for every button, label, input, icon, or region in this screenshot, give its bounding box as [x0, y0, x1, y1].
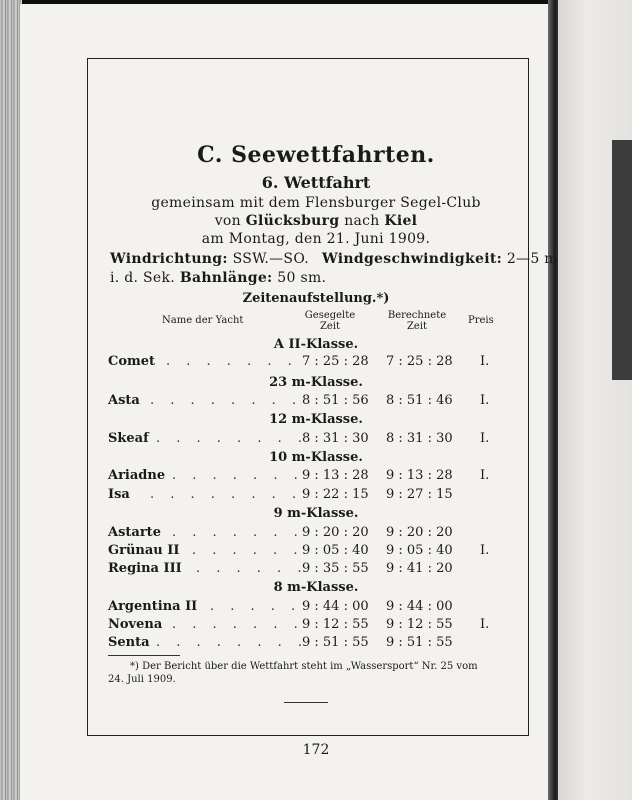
calculated-time: 9 : 51 : 55: [386, 635, 453, 650]
calculated-time: 9 : 20 : 20: [386, 525, 453, 540]
column-header-calc-2: Zeit: [406, 321, 428, 332]
leader-dots: . . . . . .: [196, 561, 308, 576]
prize: I.: [480, 468, 490, 483]
race-route-line: [0, 214, 632, 228]
footnote-rule: [108, 655, 180, 656]
leader-dots: . . . . . . . .: [150, 487, 302, 502]
wind-speed: [322, 252, 558, 266]
prize: I.: [480, 543, 490, 558]
calculated-time: 9 : 12 : 55: [386, 617, 453, 632]
route-from: Glücksburg: [245, 213, 340, 229]
prize: I.: [480, 354, 490, 369]
leader-dots: . . . . . . .: [172, 617, 304, 632]
sailed-time: 9 : 20 : 20: [302, 525, 369, 540]
sailed-time: 9 : 44 : 00: [302, 599, 369, 614]
course-length-label: Bahnlänge:: [179, 270, 273, 286]
race-organizer-line: gemeinsam mit dem Flensburger Segel-Club: [151, 195, 481, 211]
calculated-time: 9 : 27 : 15: [386, 487, 453, 502]
yacht-name: Comet: [108, 354, 156, 369]
calculated-time: 8 : 51 : 46: [386, 393, 453, 408]
leader-dots: . . . . .: [210, 599, 302, 614]
course-length-value: 50 sm.: [277, 270, 327, 286]
class-title: 8 m-Klasse.: [273, 580, 359, 595]
calculated-time: 7 : 25 : 28: [386, 354, 453, 369]
footnote-line-1: *) Der Bericht über die Wettfahrt steht im „Wassersport“ Nr. 25 vom: [130, 661, 478, 672]
prize: I.: [480, 393, 490, 408]
yacht-name: Asta: [108, 393, 140, 408]
calculated-time: 9 : 44 : 00: [386, 599, 453, 614]
leader-dots: . . . . . . . .: [156, 431, 308, 446]
yacht-name: Ariadne: [108, 468, 166, 483]
column-header-sailed-1: Gesegelte: [304, 310, 356, 321]
yacht-name: Skeaf: [108, 431, 149, 446]
class-title: 23 m-Klasse.: [269, 375, 363, 390]
yacht-name: Argentina II: [108, 599, 198, 614]
yacht-name: Grünau II: [108, 543, 180, 558]
leader-dots: . . . . . . . .: [156, 635, 308, 650]
wind-info-line: [110, 252, 309, 266]
book-left-edge: [0, 0, 22, 800]
wind-speed-value: 2—5 m: [506, 251, 558, 267]
footnote-line-2: 24. Juli 1909.: [108, 674, 176, 685]
class-title: 10 m-Klasse.: [269, 450, 363, 465]
yacht-name: Senta: [108, 635, 150, 650]
leader-dots: . . . . . .: [192, 543, 304, 558]
prize: I.: [480, 431, 490, 446]
class-title: A II-Klasse.: [273, 337, 359, 352]
calculated-time: 9 : 41 : 20: [386, 561, 453, 576]
leader-dots: . . . . . . .: [172, 525, 304, 540]
sailed-time: 7 : 25 : 28: [302, 354, 369, 369]
sailed-time: 8 : 51 : 56: [302, 393, 369, 408]
route-to: Kiel: [384, 213, 418, 229]
yacht-name: Regina III: [108, 561, 182, 576]
class-title: 12 m-Klasse.: [269, 412, 363, 427]
wind-direction-value: SSW.—SO.: [232, 251, 310, 267]
route-nach: nach: [344, 213, 380, 229]
wind-direction-label: Windrichtung:: [110, 251, 228, 267]
column-header-sailed-2: Zeit: [319, 321, 341, 332]
route-von: von: [214, 213, 241, 229]
sailed-time: 9 : 12 : 55: [302, 617, 369, 632]
leader-dots: . . . . . . .: [166, 354, 298, 369]
sailed-time: 9 : 51 : 55: [302, 635, 369, 650]
leader-dots: . . . . . . . .: [150, 393, 302, 408]
column-header-name: Name der Yacht: [162, 315, 244, 326]
calculated-time: 9 : 05 : 40: [386, 543, 453, 558]
yacht-name: Isa: [108, 487, 130, 502]
section-heading: C. Seewettfahrten.: [197, 142, 435, 168]
wind-speed-label: Windgeschwindigkeit:: [322, 251, 503, 267]
column-header-prize: Preis: [468, 315, 494, 326]
yacht-name: Novena: [108, 617, 163, 632]
race-date-line: am Montag, den 21. Juni 1909.: [201, 231, 431, 247]
race-title: 6. Wettfahrt: [261, 173, 371, 192]
sailed-time: 8 : 31 : 30: [302, 431, 369, 446]
column-header-calc-1: Berechnete: [387, 310, 447, 321]
sailed-time: 9 : 22 : 15: [302, 487, 369, 502]
wind-speed-unit-cont: i. d. Sek.: [110, 270, 176, 286]
sailed-time: 9 : 35 : 55: [302, 561, 369, 576]
sailed-time: 9 : 05 : 40: [302, 543, 369, 558]
prize: I.: [480, 617, 490, 632]
end-rule: [284, 702, 328, 703]
yacht-name: Astarte: [108, 525, 161, 540]
sailed-time: 9 : 13 : 28: [302, 468, 369, 483]
table-title: Zeitenaufstellung.*): [242, 291, 390, 306]
page-number: 172: [302, 742, 330, 758]
calculated-time: 8 : 31 : 30: [386, 431, 453, 446]
facing-page-edge: [558, 0, 632, 800]
course-line: [110, 271, 326, 285]
calculated-time: 9 : 13 : 28: [386, 468, 453, 483]
class-title: 9 m-Klasse.: [273, 506, 359, 521]
leader-dots: . . . . . . .: [172, 468, 304, 483]
